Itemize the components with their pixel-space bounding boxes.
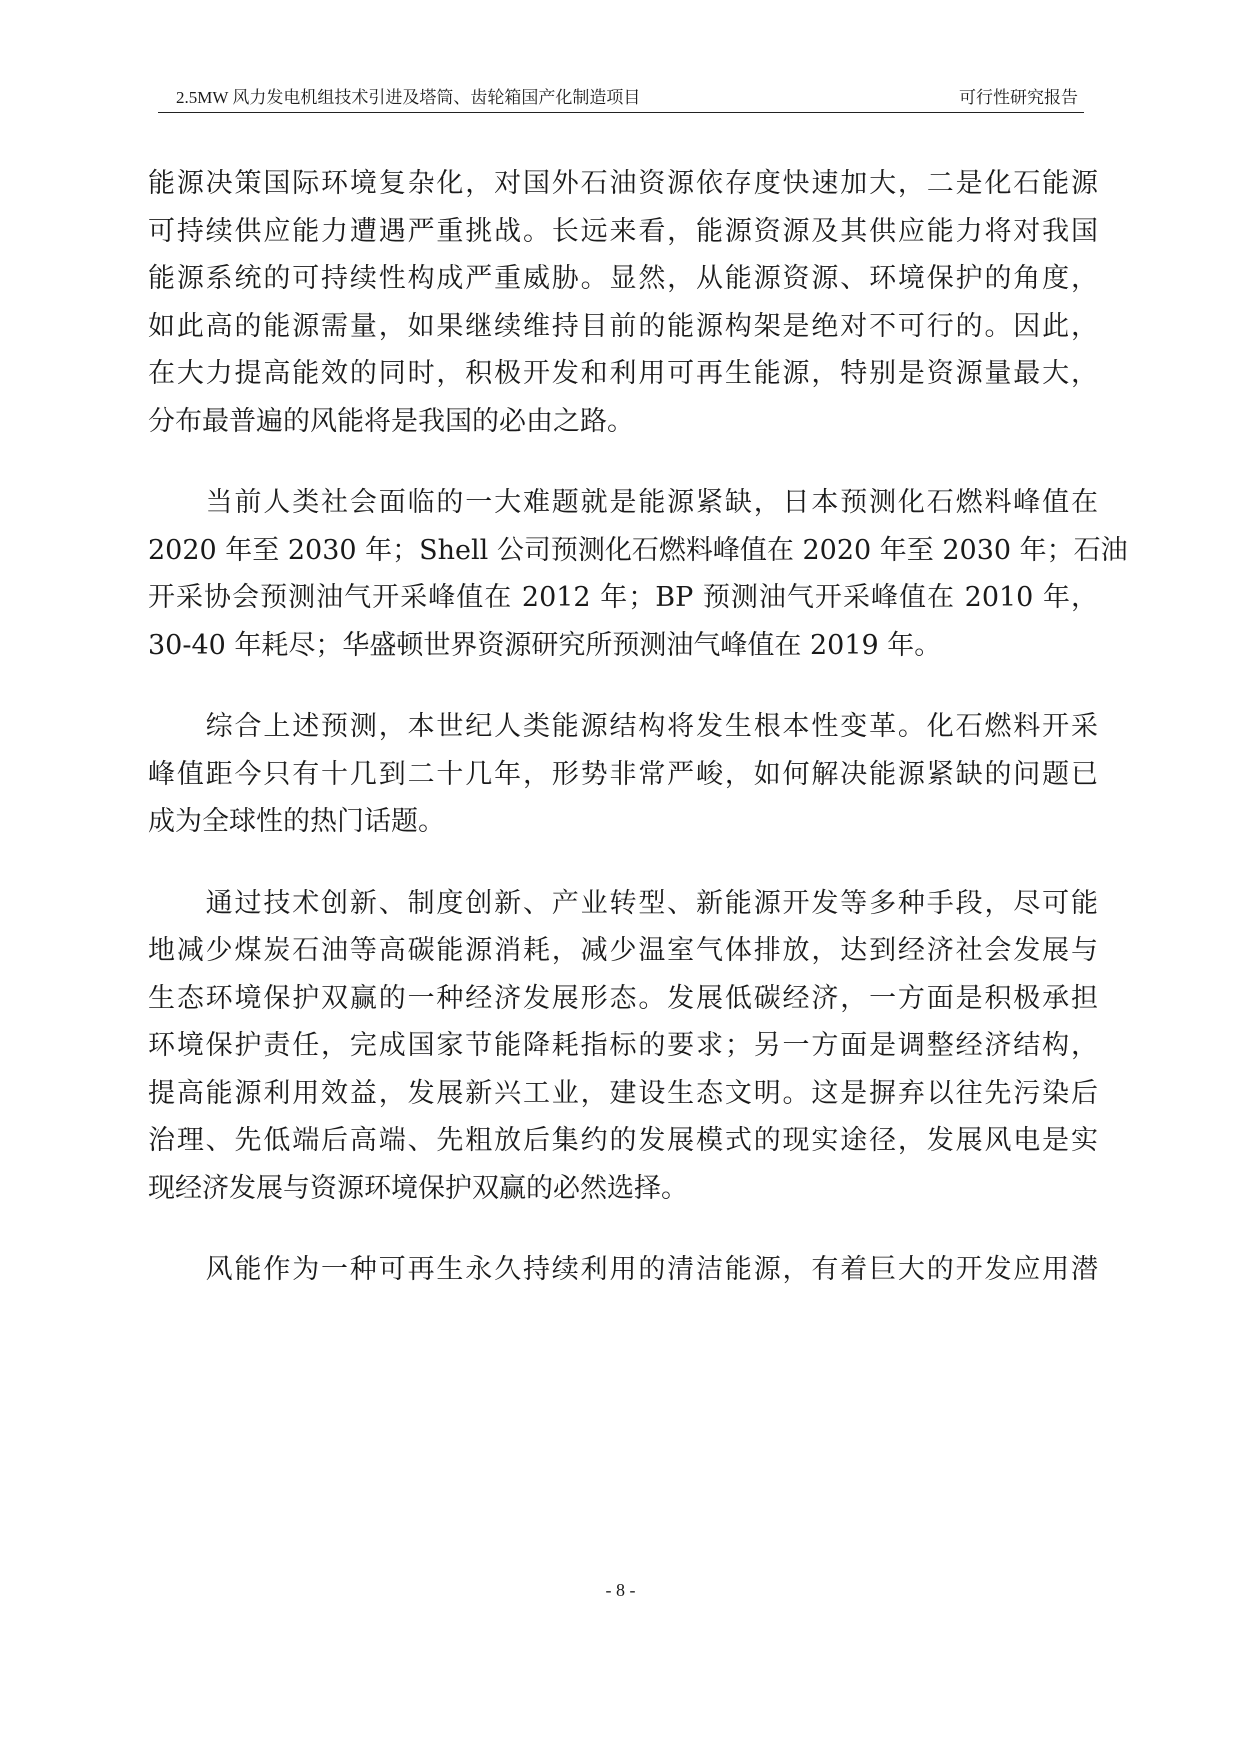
text-line: 峰值距今只有十几到二十几年，形势非常严峻，如何解决能源紧缺的问题已 [148, 758, 1098, 790]
page-header [158, 86, 1084, 113]
text-line: 现经济发展与资源环境保护双赢的必然选择。 [148, 1172, 688, 1204]
text-line: 生态环境保护双赢的一种经济发展形态。发展低碳经济，一方面是积极承担 [148, 982, 1098, 1014]
text-line: 成为全球性的热门话题。 [148, 806, 445, 837]
text-line: 在大力提高能效的同时，积极开发和利用可再生能源，特别是资源量最大， [148, 358, 1098, 389]
text-line: 综合上述预测，本世纪人类能源结构将发生根本性变革。化石燃料开采 [148, 711, 1098, 742]
page-number: - 8 - [605, 1580, 636, 1600]
paragraph [148, 160, 1098, 445]
text-line: 30-40 年耗尽；华盛顿世界资源研究所预测油气峰值在 2019 年。 [148, 629, 942, 661]
text-line: 能源决策国际环境复杂化，对国外石油资源依存度快速加大，二是化石能源 [148, 168, 1098, 199]
header-report-type: 可行性研究报告 [959, 88, 1078, 107]
text-line: 开采协会预测油气开采峰值在 2012 年；BP 预测油气开采峰值在 2010 年， [148, 582, 1098, 613]
text-line: 可持续供应能力遭遇严重挑战。长远来看，能源资源及其供应能力将对我国 [148, 215, 1098, 247]
paragraph [148, 703, 1098, 846]
text-line: 治理、先低端后高端、先粗放后集约的发展模式的现实途径，发展风电是实 [148, 1125, 1098, 1156]
text-line: 2020 年至 2030 年；Shell 公司预测化石燃料峰值在 2020 年至 2030 年；石油 [148, 534, 1128, 566]
text-line: 环境保护责任，完成国家节能降耗指标的要求；另一方面是调整经济结构， [148, 1030, 1098, 1061]
text-line: 通过技术创新、制度创新、产业转型、新能源开发等多种手段，尽可能 [148, 887, 1098, 919]
text-line: 风能作为一种可再生永久持续利用的清洁能源，有着巨大的开发应用潜 [148, 1254, 1098, 1285]
text-line: 地减少煤炭石油等高碳能源消耗，减少温室气体排放，达到经济社会发展与 [148, 935, 1098, 966]
text-line: 提高能源利用效益，发展新兴工业，建设生态文明。这是摒弃以往先污染后 [148, 1077, 1098, 1109]
text-line: 当前人类社会面临的一大难题就是能源紧缺，日本预测化石燃料峰值在 [148, 487, 1098, 518]
text-line: 如此高的能源需量，如果继续维持目前的能源构架是绝对不可行的。因此， [148, 310, 1098, 342]
paragraph [148, 479, 1128, 669]
paragraph [148, 1246, 1098, 1294]
body-text [148, 160, 1128, 1328]
paragraph [148, 880, 1098, 1213]
text-line: 能源系统的可持续性构成严重威胁。显然，从能源资源、环境保护的角度， [148, 263, 1098, 294]
header-project-title: 2.5MW 风力发电机组技术引进及塔筒、齿轮箱国产化制造项目 [176, 88, 641, 107]
text-line: 分布最普遍的风能将是我国的必由之路。 [148, 405, 634, 437]
